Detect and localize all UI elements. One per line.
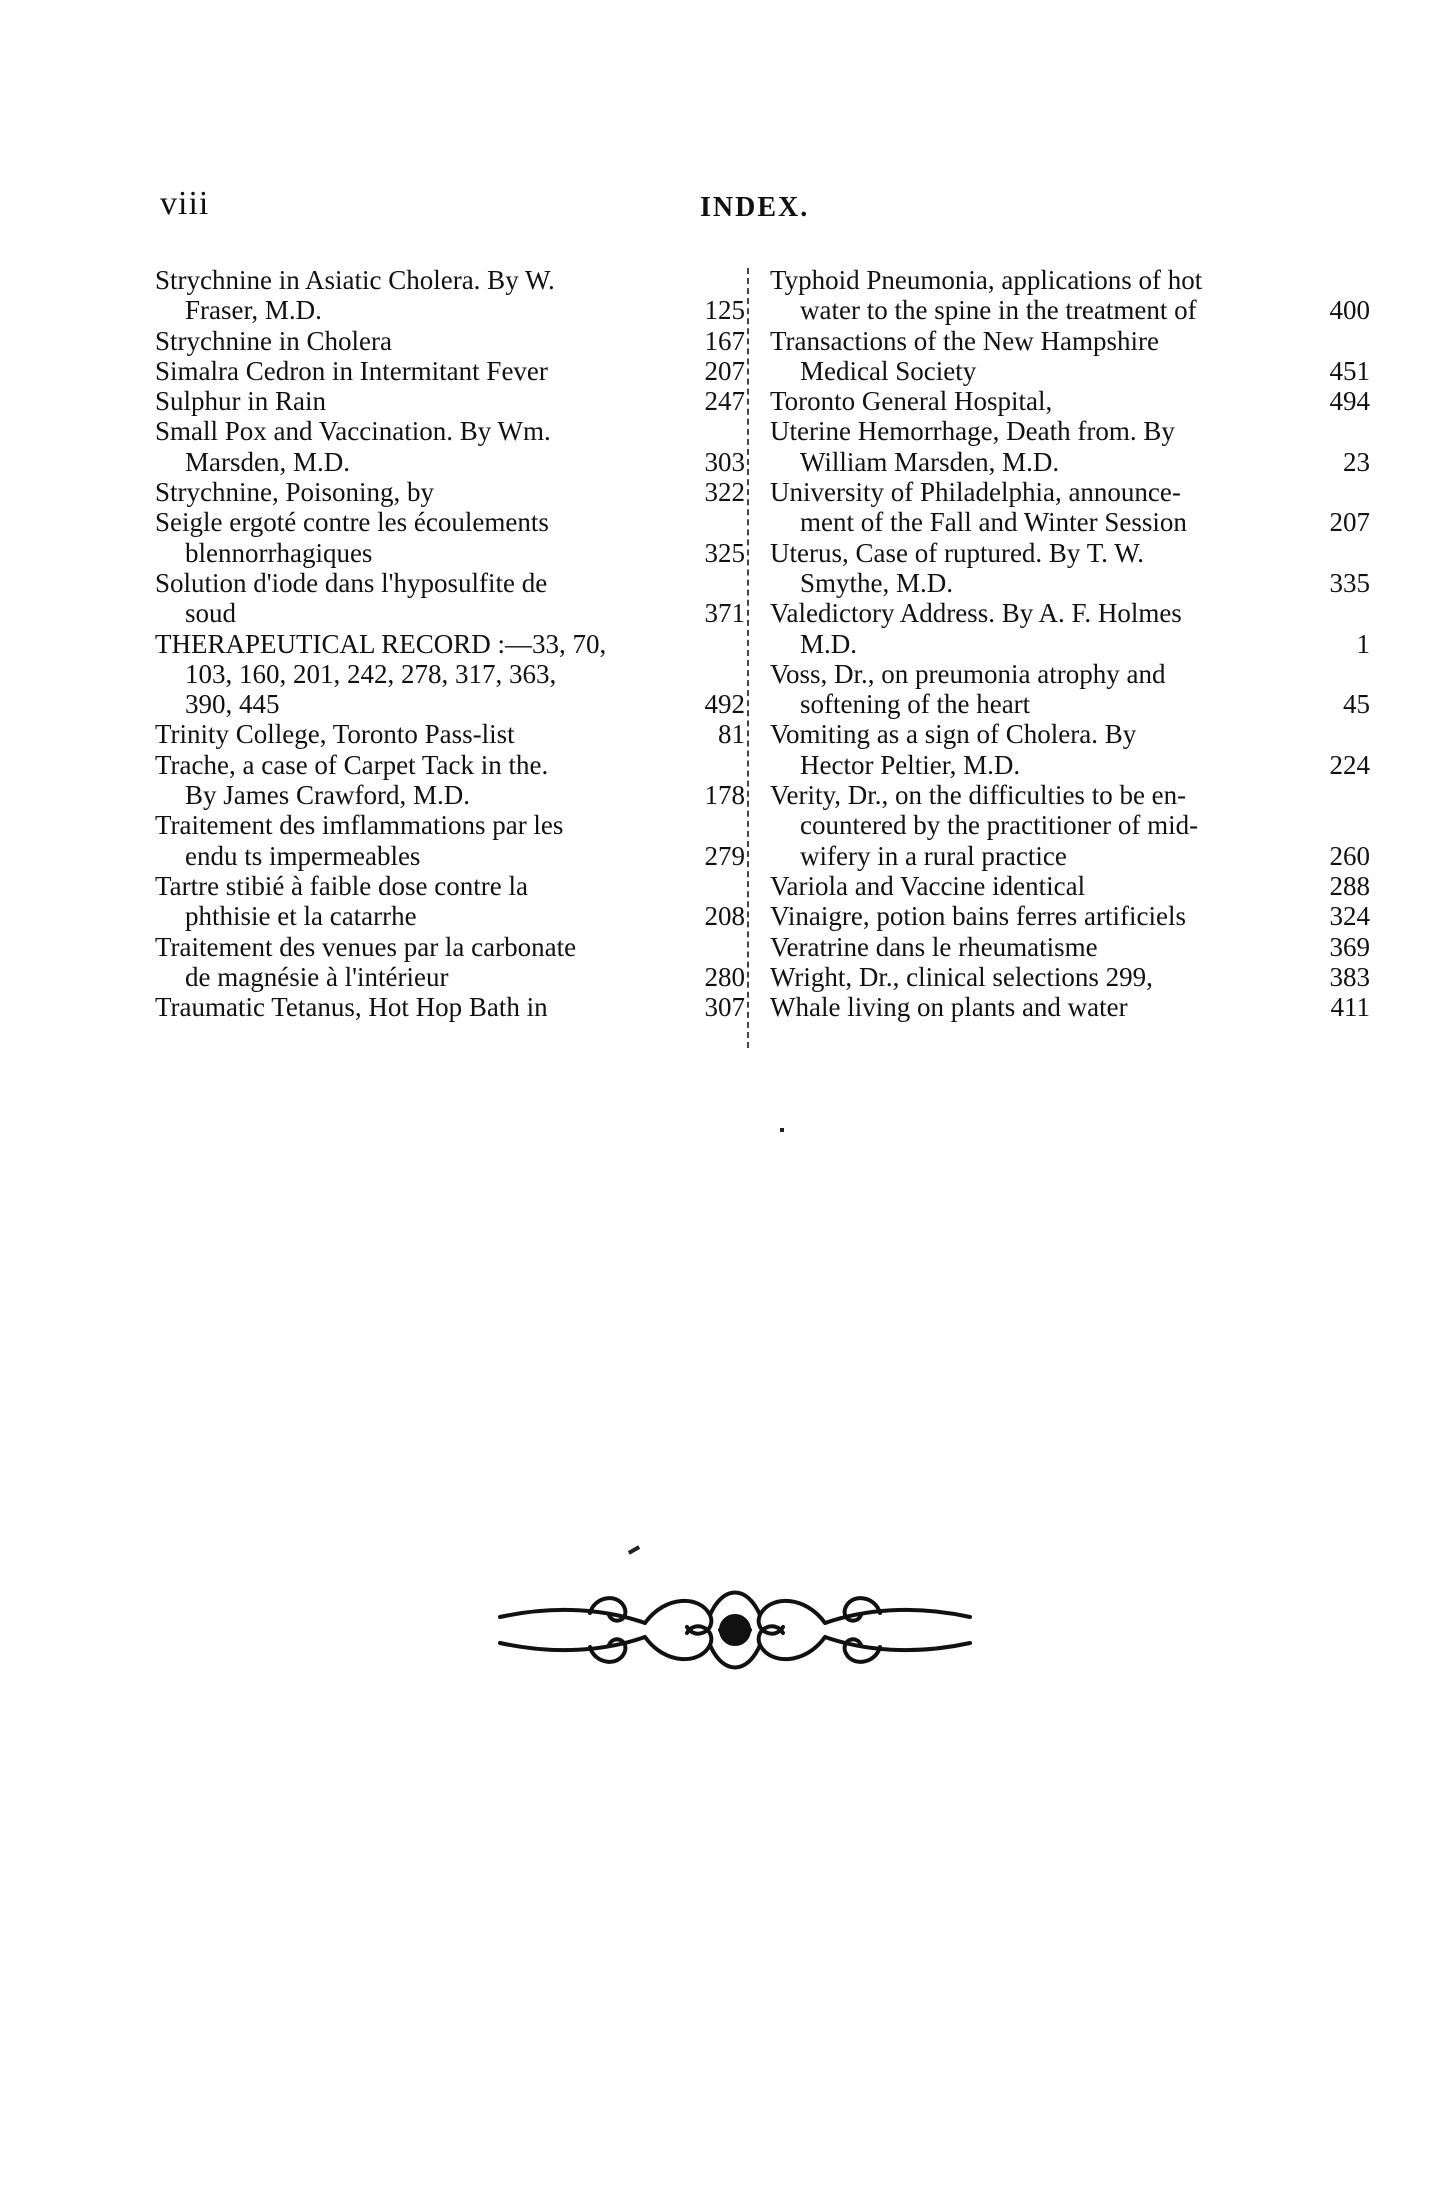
index-line — [155, 568, 745, 598]
index-entry — [770, 962, 1370, 992]
index-line — [770, 659, 1370, 689]
entry-text: Marsden, M.D. — [185, 446, 350, 477]
entry-text: Seigle ergoté contre les écoulements — [155, 507, 549, 538]
index-line — [770, 326, 1370, 356]
index-line — [155, 810, 745, 840]
index-line — [770, 780, 1370, 810]
index-line — [770, 265, 1370, 295]
entry-text: Trache, a case of Carpet Tack in the. — [155, 749, 549, 780]
page-ref: 411 — [1330, 992, 1370, 1023]
index-entry — [770, 780, 1370, 871]
entry-text: Fraser, M.D. — [185, 295, 322, 326]
ink-speck — [628, 1545, 640, 1554]
entry-text: William Marsden, M.D. — [800, 446, 1060, 477]
index-entry — [770, 598, 1370, 659]
entry-text: Trinity College, Toronto Pass-list — [155, 719, 515, 750]
page-ref: 324 — [1329, 901, 1370, 932]
index-entry — [770, 416, 1370, 477]
entry-text: ment of the Fall and Winter Session — [800, 507, 1187, 538]
index-entry — [155, 810, 745, 871]
running-head: INDEX. — [700, 192, 810, 223]
index-line — [770, 568, 1370, 598]
entry-text: Strychnine in Asiatic Cholera. By W. — [155, 265, 555, 295]
index-entry — [155, 416, 745, 477]
entry-text: Sulphur in Rain — [155, 386, 327, 417]
page-ref: 492 — [704, 689, 745, 720]
index-entry — [770, 871, 1370, 901]
page-ref: 178 — [704, 780, 745, 811]
entry-text: Traitement des venues par la carbonate — [155, 931, 577, 962]
index-line — [770, 810, 1370, 840]
page-ref: 383 — [1329, 961, 1370, 992]
column-divider — [747, 268, 749, 1048]
index-line — [770, 356, 1370, 386]
index-line — [770, 386, 1370, 416]
entry-text: Strychnine, Poisoning, by — [155, 477, 435, 508]
entry-text: Voss, Dr., on preumonia atrophy and — [770, 658, 1166, 689]
entry-text: Verity, Dr., on the difficulties to be en- — [770, 780, 1187, 811]
index-line — [770, 871, 1370, 901]
index-line — [155, 477, 745, 507]
page-ref: 307 — [704, 992, 745, 1023]
index-line — [770, 629, 1370, 659]
entry-text: Solution d'iode dans l'hyposulfite de — [155, 567, 548, 598]
index-line — [770, 750, 1370, 780]
index-entry — [155, 477, 745, 507]
page-ref: 224 — [1329, 749, 1370, 780]
index-entry — [155, 386, 745, 416]
page-ref: 369 — [1329, 931, 1370, 962]
index-entry — [155, 356, 745, 386]
entry-text: Vomiting as a sign of Cholera. By — [770, 719, 1137, 750]
index-line — [155, 265, 745, 295]
index-entry — [155, 326, 745, 356]
page-ref: 371 — [704, 598, 745, 629]
entry-text: countered by the practitioner of mid- — [800, 810, 1199, 841]
page-ref: 167 — [704, 325, 745, 356]
entry-text: 390, 445 — [185, 689, 280, 720]
entry-text: M.D. — [800, 628, 858, 659]
scroll-flourish-icon — [495, 1565, 975, 1695]
ink-speck — [780, 1128, 784, 1132]
page-ref: 279 — [704, 840, 745, 871]
index-line — [155, 538, 745, 568]
index-line — [155, 629, 745, 659]
entry-text: Smythe, M.D. — [800, 567, 954, 598]
index-line — [155, 416, 745, 446]
index-line — [770, 295, 1370, 325]
index-line — [155, 356, 745, 386]
entry-text: Whale living on plants and water — [770, 992, 1128, 1023]
entry-text: softening of the heart — [800, 689, 1031, 720]
index-entry — [770, 992, 1370, 1022]
index-entry — [770, 901, 1370, 931]
index-line — [770, 841, 1370, 871]
entry-text: Valedictory Address. By A. F. Holmes — [770, 598, 1182, 629]
index-entry — [155, 629, 745, 720]
entry-text: Transactions of the New Hampshire — [770, 325, 1159, 356]
page-ref: 207 — [1329, 507, 1370, 538]
entry-text: Medical Society — [800, 355, 977, 386]
page-ref: 207 — [704, 355, 745, 386]
index-entry — [770, 386, 1370, 416]
page-ref: 81 — [718, 719, 745, 750]
page-number: viii — [160, 185, 210, 222]
index-line — [770, 992, 1370, 1022]
index-line — [155, 326, 745, 356]
index-line — [155, 901, 745, 931]
index-line — [155, 507, 745, 537]
index-line — [770, 962, 1370, 992]
index-line — [155, 962, 745, 992]
entry-text: Uterus, Case of ruptured. By T. W. — [770, 537, 1144, 568]
page-ref: 325 — [704, 537, 745, 568]
index-line — [770, 538, 1370, 568]
entry-text: Simalra Cedron in Intermitant Fever — [155, 355, 548, 386]
entry-text: blennorrhagiques — [185, 537, 373, 568]
index-entry — [770, 719, 1370, 780]
page-ref: 400 — [1329, 295, 1370, 326]
entry-text: By James Crawford, M.D. — [185, 780, 470, 811]
page-ref: 45 — [1343, 689, 1370, 720]
entry-text: endu ts impermeables — [185, 840, 421, 871]
page-ref: 247 — [704, 386, 745, 417]
entry-text: soud — [185, 598, 237, 629]
entry-text: University of Philadelphia, announce- — [770, 477, 1181, 508]
page-ref: 451 — [1329, 355, 1370, 386]
index-line — [770, 932, 1370, 962]
index-entry — [770, 659, 1370, 720]
entry-text: Variola and Vaccine identical — [770, 870, 1086, 901]
index-line — [770, 689, 1370, 719]
page-ref: 335 — [1329, 567, 1370, 598]
entry-text: Typhoid Pneumonia, applications of hot — [770, 265, 1203, 295]
index-entry — [155, 750, 745, 811]
index-entry — [770, 477, 1370, 538]
index-entry — [155, 992, 745, 1022]
entry-text: Vinaigre, potion bains ferres artificiels — [770, 901, 1186, 932]
entry-text: de magnésie à l'intérieur — [185, 961, 449, 992]
index-line — [155, 932, 745, 962]
index-line — [155, 841, 745, 871]
entry-text: phthisie et la catarrhe — [185, 901, 417, 932]
entry-text: Wright, Dr., clinical selections 299, — [770, 961, 1153, 992]
index-entry — [770, 326, 1370, 387]
index-line — [155, 719, 745, 749]
page-ref: 1 — [1356, 628, 1370, 659]
index-line — [155, 750, 745, 780]
page-ref: 260 — [1329, 840, 1370, 871]
index-line — [155, 689, 745, 719]
entry-text: Uterine Hemorrhage, Death from. By — [770, 416, 1175, 447]
entry-text: THERAPEUTICAL RECORD :—33, 70, — [155, 628, 607, 659]
index-line — [155, 447, 745, 477]
index-line — [770, 719, 1370, 749]
entry-text: Veratrine dans le rheumatisme — [770, 931, 1098, 962]
index-line — [770, 477, 1370, 507]
index-line — [770, 901, 1370, 931]
index-entry — [155, 932, 745, 993]
index-line — [155, 659, 745, 689]
entry-text: water to the spine in the treatment of — [800, 295, 1197, 326]
index-column-right — [770, 265, 1370, 1022]
entry-text: wifery in a rural practice — [800, 840, 1067, 871]
index-line — [155, 992, 745, 1022]
index-entry — [770, 265, 1370, 326]
entry-text: Toronto General Hospital, — [770, 386, 1053, 417]
index-entry — [770, 538, 1370, 599]
entry-text: Strychnine in Cholera — [155, 325, 392, 356]
index-entry — [155, 871, 745, 932]
page-ref: 208 — [704, 901, 745, 932]
page-ref: 322 — [704, 477, 745, 508]
index-entry — [155, 568, 745, 629]
page-ref: 23 — [1343, 446, 1370, 477]
page-ref: 303 — [704, 446, 745, 477]
index-line — [155, 871, 745, 901]
index-entry — [155, 507, 745, 568]
index-line — [155, 780, 745, 810]
entry-text: Hector Peltier, M.D. — [800, 749, 1021, 780]
page-ref: 280 — [704, 961, 745, 992]
page-ref: 288 — [1329, 870, 1370, 901]
index-column-left — [155, 265, 745, 1022]
index-line — [770, 416, 1370, 446]
index-line — [155, 598, 745, 628]
index-entry — [155, 265, 745, 326]
entry-text: Small Pox and Vaccination. By Wm. — [155, 416, 551, 447]
index-entry — [155, 719, 745, 749]
index-line — [770, 507, 1370, 537]
entry-text: Traitement des imflammations par les — [155, 810, 564, 841]
entry-text: Traumatic Tetanus, Hot Hop Bath in — [155, 992, 548, 1023]
index-line — [155, 386, 745, 416]
page-ref: 125 — [704, 295, 745, 326]
page-ref: 494 — [1329, 386, 1370, 417]
index-line — [770, 598, 1370, 628]
index-entry — [770, 932, 1370, 962]
entry-text: Tartre stibié à faible dose contre la — [155, 870, 528, 901]
index-line — [770, 447, 1370, 477]
index-line — [155, 295, 745, 325]
entry-text: 103, 160, 201, 242, 278, 317, 363, — [185, 658, 557, 689]
